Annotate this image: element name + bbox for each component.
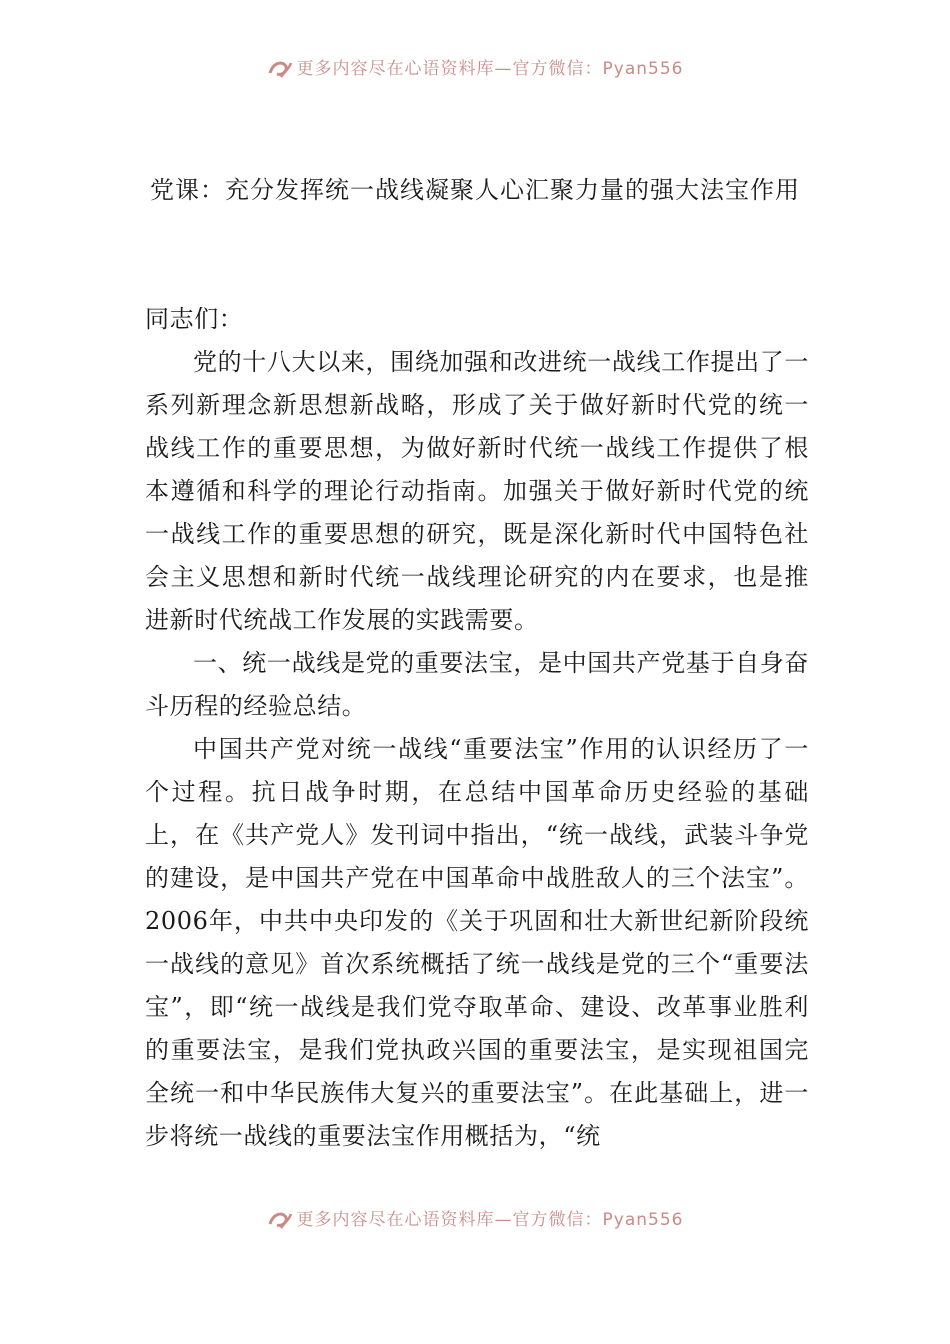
paragraph: 中国共产党对统一战线“重要法宝”作用的认识经历了一个过程。抗日战争时期，在总结中国革命历史经验的基础上，在《共产党人》发刊词中指出，“统一战线，武装斗争党的建设，是中国共产党在中国革命中战胜敌人的三个法宝”。2006年，中共中央印发的《关于巩固和壮大新世纪新阶段统一战线的意见》首次系统概括了统一战线是党的三个“重要法宝”，即“统一战线是我们党夺取革命、建设、改革事业胜利的重要法宝，是我们党执政兴国的重要法宝，是实现祖国完全统一和中华民族伟大复兴的重要法宝”。在此基础上，进一步将统一战线的重要法宝作用概括为，“统: [145, 735, 809, 1150]
section-heading: 一、统一战线是党的重要法宝，是中国共产党基于自身奋斗历程的经验总结。: [145, 649, 809, 720]
logo-icon: [267, 59, 293, 79]
page-title: 党课：充分发挥统一战线凝聚人心汇聚力量的强大法宝作用: [150, 176, 800, 204]
watermark-text: 更多内容尽在心语资料库—官方微信：Pyan556: [296, 59, 684, 79]
paragraph: 党的十八大以来，围绕加强和改进统一战线工作提出了一系列新理念新思想新战略，形成了关于做好新时代党的统一战线工作的重要思想，为做好新时代统一战线工作提供了根本遵循和科学的理论行动指南。加强关于做好新时代党的统一战线工作的重要思想的研究，既是深化新时代中国特色社会主义思想和新时代统一战线理论研究的内在要求，也是推进新时代统战工作发展的实践需要。: [145, 348, 809, 634]
watermark-footer: [0, 1208, 950, 1232]
watermark-text: 更多内容尽在心语资料库—官方微信：Pyan556: [296, 1210, 684, 1230]
watermark-header: [0, 57, 950, 81]
logo-icon: [267, 1210, 293, 1230]
document-body: [145, 298, 809, 1158]
salutation: 同志们：: [145, 305, 244, 333]
